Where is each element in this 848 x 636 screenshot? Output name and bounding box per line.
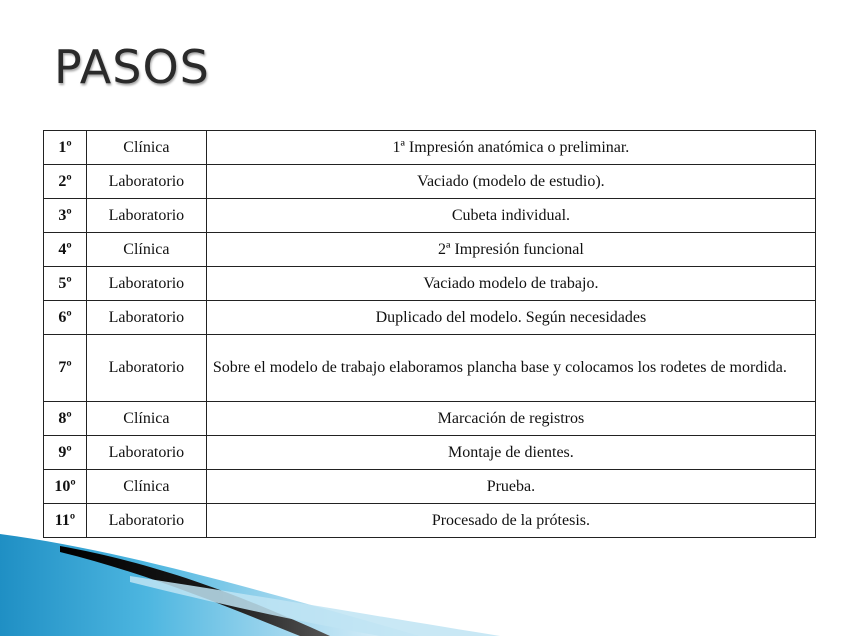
table-row [44, 165, 816, 199]
step-place: Laboratorio [86, 267, 206, 301]
step-place: Laboratorio [86, 301, 206, 335]
step-number: 8º [44, 402, 87, 436]
step-number: 4º [44, 233, 87, 267]
step-description: Procesado de la prótesis. [206, 504, 815, 538]
steps-table [43, 130, 816, 538]
step-number: 6º [44, 301, 87, 335]
table-row [44, 470, 816, 504]
step-number: 7º [44, 335, 87, 402]
table-row [44, 335, 816, 402]
step-place: Laboratorio [86, 436, 206, 470]
step-description: Duplicado del modelo. Según necesidades [206, 301, 815, 335]
step-place: Clínica [86, 402, 206, 436]
step-description: Marcación de registros [206, 402, 815, 436]
step-place: Clínica [86, 233, 206, 267]
step-number: 5º [44, 267, 87, 301]
table-row [44, 199, 816, 233]
table-row [44, 131, 816, 165]
step-place: Laboratorio [86, 165, 206, 199]
decorative-swoosh [0, 530, 848, 636]
step-number: 1º [44, 131, 87, 165]
slide-title: PASOS [54, 40, 210, 94]
table-row [44, 267, 816, 301]
step-place: Laboratorio [86, 199, 206, 233]
step-number: 9º [44, 436, 87, 470]
step-number: 2º [44, 165, 87, 199]
step-description: Sobre el modelo de trabajo elaboramos plancha base y colocamos los rodetes de mordida. [206, 335, 815, 402]
step-description: Cubeta individual. [206, 199, 815, 233]
step-place: Laboratorio [86, 335, 206, 402]
step-number: 3º [44, 199, 87, 233]
step-number: 10º [44, 470, 87, 504]
table-row [44, 436, 816, 470]
step-description: 1ª Impresión anatómica o preliminar. [206, 131, 815, 165]
table-row [44, 301, 816, 335]
step-description: Vaciado modelo de trabajo. [206, 267, 815, 301]
table-row [44, 402, 816, 436]
step-number: 11º [44, 504, 87, 538]
step-place: Laboratorio [86, 504, 206, 538]
step-description: Montaje de dientes. [206, 436, 815, 470]
step-description: Prueba. [206, 470, 815, 504]
step-place: Clínica [86, 131, 206, 165]
step-place: Clínica [86, 470, 206, 504]
step-description: 2ª Impresión funcional [206, 233, 815, 267]
table-row [44, 233, 816, 267]
step-description: Vaciado (modelo de estudio). [206, 165, 815, 199]
